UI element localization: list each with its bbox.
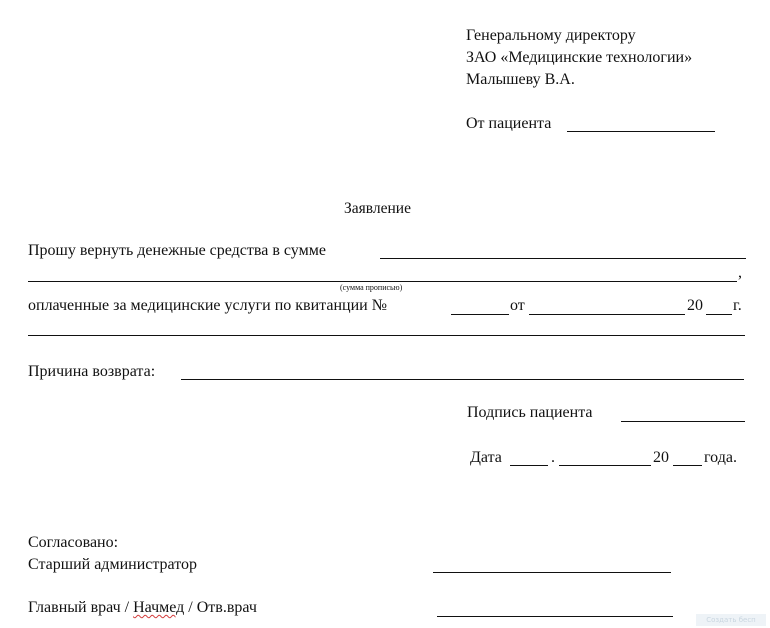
receipt-date-line[interactable] bbox=[529, 314, 685, 315]
chief-doctor-label bbox=[28, 599, 257, 617]
extra-line[interactable] bbox=[28, 335, 745, 336]
chief-doctor-prefix: Главный врач / bbox=[28, 599, 130, 616]
amount-words-line[interactable] bbox=[28, 281, 737, 282]
chief-doctor-suffix: / Отв.врач bbox=[188, 599, 257, 616]
approved-label: Согласовано: bbox=[28, 534, 119, 551]
from-patient-line[interactable] bbox=[567, 131, 715, 132]
document-title: Заявление bbox=[344, 200, 411, 217]
refund-reason-label: Причина возврата: bbox=[28, 363, 156, 380]
senior-admin-signature-line[interactable] bbox=[433, 572, 671, 573]
date-day-line[interactable] bbox=[510, 465, 548, 466]
receipt-year-suffix: г. bbox=[733, 297, 742, 314]
watermark: Создать бесп bbox=[696, 614, 766, 626]
recipient-company: ЗАО «Медицинские технологии» bbox=[466, 49, 693, 66]
recipient-name: Малышеву В.А. bbox=[466, 71, 575, 88]
from-patient-label: От пациента bbox=[466, 115, 552, 132]
receipt-from-label: от bbox=[510, 297, 525, 314]
receipt-number-line[interactable] bbox=[451, 314, 509, 315]
chief-doctor-signature-line[interactable] bbox=[437, 616, 673, 617]
date-month-line[interactable] bbox=[559, 465, 651, 466]
amount-comma: , bbox=[738, 264, 742, 281]
recipient-title: Генеральному директору bbox=[466, 27, 636, 44]
amount-line[interactable] bbox=[380, 258, 746, 259]
patient-signature-label: Подпись пациента bbox=[467, 404, 593, 421]
receipt-year-line[interactable] bbox=[706, 314, 732, 315]
date-year-suffix: года. bbox=[704, 449, 737, 466]
date-label: Дата bbox=[470, 449, 502, 466]
receipt-year-prefix: 20 bbox=[687, 297, 703, 314]
refund-request-label: Прошу вернуть денежные средства в сумме bbox=[28, 242, 326, 259]
date-dot: . bbox=[551, 449, 555, 466]
date-year-prefix: 20 bbox=[653, 449, 669, 466]
refund-reason-line[interactable] bbox=[181, 379, 744, 380]
chief-doctor-nachmed: Начмед bbox=[133, 599, 185, 616]
date-year-line[interactable] bbox=[673, 465, 702, 466]
amount-words-hint: (сумма прописью) bbox=[340, 283, 403, 292]
paid-services-label: оплаченные за медицинские услуги по квитанции № bbox=[28, 297, 387, 314]
patient-signature-line[interactable] bbox=[621, 421, 745, 422]
senior-admin-label: Старший администратор bbox=[28, 556, 198, 573]
